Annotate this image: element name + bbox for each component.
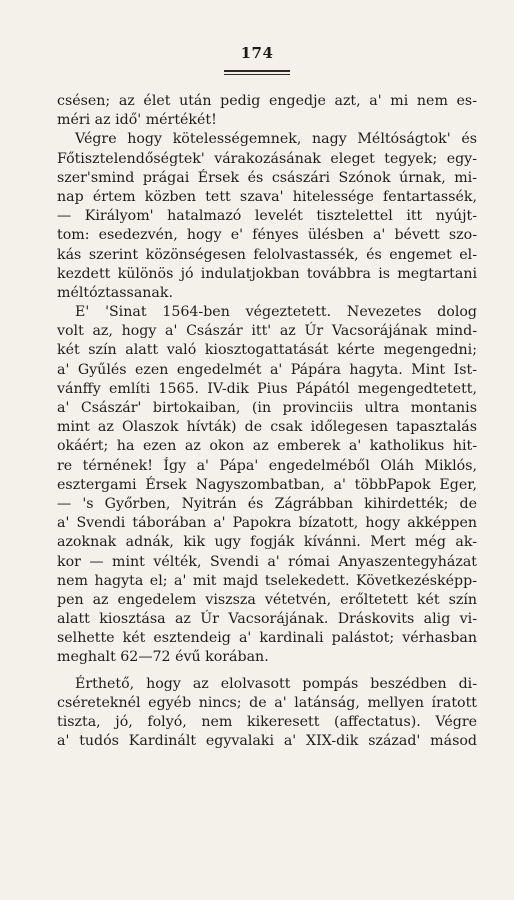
text-line: re térnének! Így a' Pápa' engedelméből Oláh Miklós,	[57, 457, 477, 474]
text-line: — 's Győrben, Nyitrán és Zágrábban kihirdették; de	[57, 495, 477, 512]
text-line: nap értem közben tett szava' hitelessége fentartassék,	[57, 188, 477, 205]
text-line: a' Gyűlés ezen engedelmét a' Pápára hagyta. Mint Ist-	[57, 361, 477, 378]
text-line: a' tudós Kardinált egyvalaki a' XIX-dik század' másod	[57, 733, 477, 750]
text-line: tom: esedezvén, hogy e' fényes ülésben a' bévett szo-	[57, 227, 477, 244]
page-number: 174	[240, 44, 274, 62]
text-line: cséreteknél egyéb nincs; de a' latánság, mellyen íratott	[57, 694, 477, 711]
text-line: szer'smind prágai Érsek és császári Szónok úrnak, mi-	[57, 169, 477, 186]
text-line: azoknak adnák, kik ugy fogják kívánni. Mert még ak-	[57, 534, 477, 551]
text-line: a' Svendi táborában a' Papokra bízatott, hogy akképpen	[57, 515, 477, 532]
text-line: mint az Olaszok hívták) de csak időlegesen tapasztalás	[57, 419, 477, 436]
body-text	[57, 92, 477, 751]
text-line: kezdett különös jó indulatjokban továbbra is megtartani	[57, 265, 477, 282]
text-line: Érthető, hogy az elolvasott pompás beszédben di-	[75, 675, 477, 692]
text-line: Végre hogy kötelességemnek, nagy Méltóságtok' és	[75, 131, 477, 148]
text-line: kor — mint vélték, Svendi a' római Anyaszentegyházat	[57, 553, 477, 570]
text-line: pen az engedelem viszsza vétetvén, erőltetett két szín	[57, 591, 477, 608]
text-line: kás szerint közönségesen felolvastassék, és engemet el-	[57, 246, 477, 263]
text-line: meghalt 62—72 évű korában.	[57, 649, 269, 666]
text-line: alatt kiosztása az Úr Vacsorájának. Dráskovits alig vi-	[57, 611, 477, 628]
text-line: méri az idő' mértékét!	[57, 112, 217, 129]
text-line: E' 'Sinat 1564-ben végeztetett. Nevezetes dolog	[75, 304, 477, 321]
text-line: tiszta, jó, folyó, nem kikeresett (affectatus). Végre	[57, 714, 477, 730]
text-line: okáért; ha ezen az okon az emberek a' katholikus hit-	[57, 438, 477, 455]
text-line: esztergami Érsek Nagyszombatban, a' többPapok Eger,	[57, 476, 477, 493]
text-line: méltóztassanak.	[57, 284, 173, 301]
text-line: két szín alatt való kiosztogattatását kérte megengedni;	[57, 342, 477, 359]
text-line: volt az, hogy a' Császár itt' az Úr Vacsorájának mind-	[57, 323, 477, 340]
header-rule	[224, 70, 290, 75]
text-line: — Királyom' hatalmazó levelét tisztelettel itt nyújt-	[57, 208, 477, 225]
text-line: Főtisztelendőségtek' várakozásának eleget tegyek; egy-	[57, 150, 477, 167]
text-line: csésen; az élet után pedig engedje azt, a' mi nem es-	[57, 93, 477, 109]
text-line: a' Császár' birtokaiban, (in provinciis ultra montanis	[57, 400, 477, 416]
text-line: nem hagyta el; a' mit majd tselekedett. Következésképp-	[57, 572, 477, 589]
text-line: selhette két esztendeig a' kardinali palástot; vérhasban	[57, 630, 477, 647]
text-line: vánffy említi 1565. IV-dik Pius Pápától megengedtetett,	[57, 380, 477, 397]
